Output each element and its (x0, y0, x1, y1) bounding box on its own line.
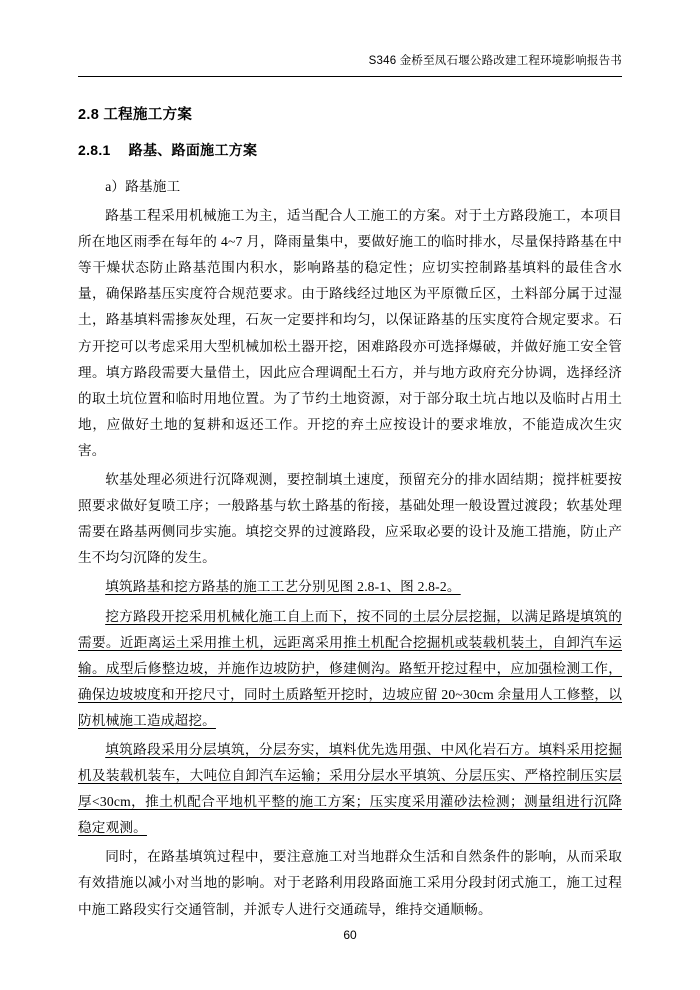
paragraph-2: 软基处理必须进行沉降观测，要控制填土速度，预留充分的排水固结期；搅拌桩要按照要求做好复喷工序；一般路基与软土路基的衔接，基础处理一般设置过渡段；软基处理需要在路基两侧同步实施。填挖交界的过渡路段，应采取必要的设计及施工措施，防止产生不均匀沉降的发生。 (78, 472, 622, 566)
running-header (78, 52, 622, 74)
paragraph-1: 路基工程采用机械施工为主，适当配合人工施工的方案。对于土方路段施工，本项目所在地区雨季在每年的 4~7 月，降雨量集中，要做好施工的临时排水，尽量保持路基在中等干燥状态防止路基范围内积水，影响路基的稳定性；应切实控制路基填料的最佳含水量，确保路基压实度符合规范要求。由于路线经过地区为平原微丘区，土料部分属于过湿土，路基填料需掺灰处理，石灰一定要拌和均匀，以保证路基的压实度符合规定要求。石方开挖可以考虑采用大型机械加松土器开挖，困难路段亦可选择爆破，并做好施工安全管理。填方路段需要大量借土，因此应合理调配土石方，并与地方政府充分协调，选择经济的取土坑位置和临时用地位置。为了节约土地资源，对于部分取土坑占地以及临时占用土地，应做好土地的复耕和返还工作。开挖的弃土应按设计的要求堆放，不能造成次生灾害。 (78, 208, 622, 458)
header-divider (78, 76, 622, 77)
subsection-label: 路基、路面施工方案 (128, 142, 258, 158)
paragraph-4: 挖方路段开挖采用机械化施工自上而下，按不同的土层分层挖掘，以满足路堤填筑的需要。近距离运土采用推土机，远距离采用推土机配合挖掘机或装载机装土，自卸汽车运输。成型后修整边坡，并施作边坡防护，修建侧沟。路堑开挖过程中，应加强检测工作，确保边坡坡度和开挖尺寸，同时土质路堑开挖时，边坡应留 20~30cm 余量用人工修整，以防机械施工造成超挖。 (78, 608, 622, 728)
paragraph-3: 填筑路基和挖方路基的施工工艺分别见图 2.8-1、图 2.8-2。 (105, 579, 461, 595)
section-title: 2.8 工程施工方案 (78, 107, 193, 123)
page-footer (0, 928, 700, 942)
subsection-heading (78, 140, 622, 160)
subsection-number: 2.8.1 (78, 142, 111, 158)
paragraph-5: 填筑路段采用分层填筑，分层夯实，填料优先选用强、中风化岩石方。填料采用挖掘机及装载机装车，大吨位自卸汽车运输；采用分层水平填筑、分层压实、严格控制压实层厚<30cm，推土机配合平地机平整的施工方案；压实度采用灌砂法检测；测量组进行沉降稳定观测。 (78, 741, 622, 836)
item-label: a）路基施工 (105, 179, 181, 194)
page-number: 60 (343, 928, 357, 942)
running-header-text: S346 金桥至凤石堰公路改建工程环境影响报告书 (368, 55, 622, 67)
paragraph-6: 同时，在路基填筑过程中，要注意施工对当地群众生活和自然条件的影响，从而采取有效措施以减小对当地的影响。对于老路利用段路面施工采用分段封闭式施工，施工过程中施工路段实行交通管制，并派专人进行交通疏导，维持交通顺畅。 (78, 849, 622, 917)
